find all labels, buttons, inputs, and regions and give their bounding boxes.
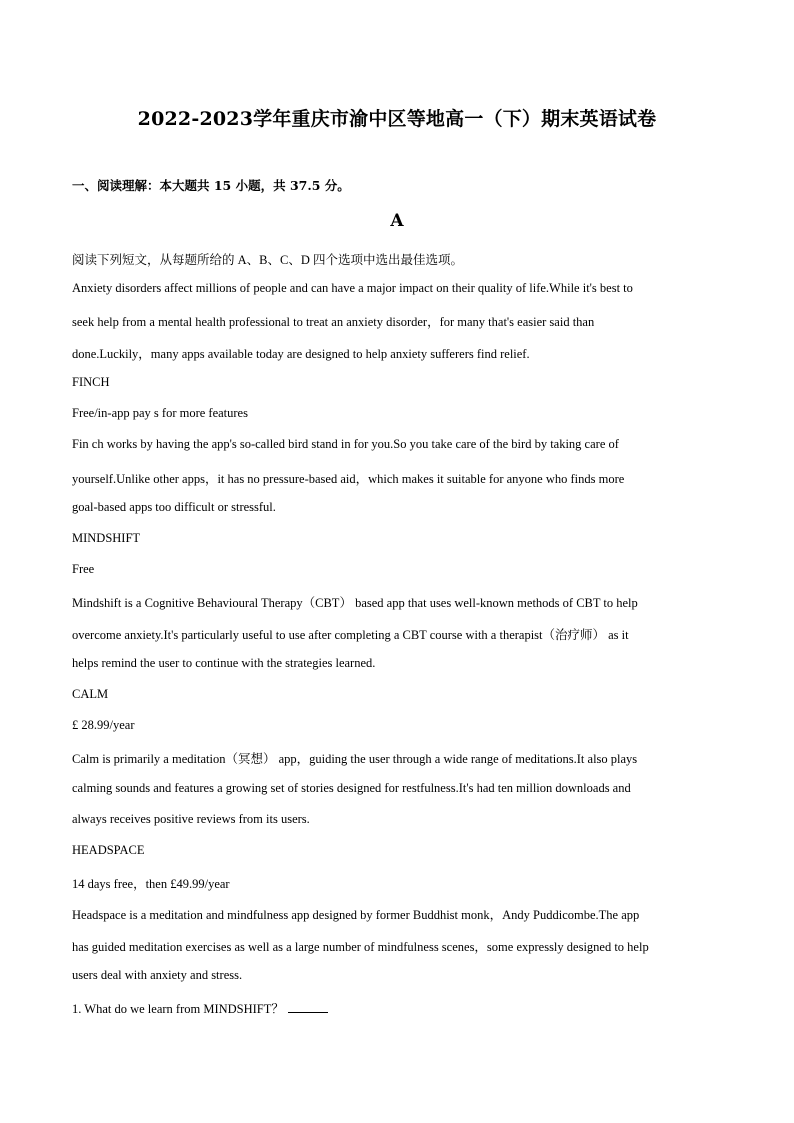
passage-line: Fin ch works by having the app's so-called bird stand in for you.So you take care of the bird by taking care of — [72, 437, 619, 451]
app-price-headspace: 14 days free，then £49.99/year — [72, 877, 230, 891]
passage-line: has guided meditation exercises as well as a large number of mindfulness scenes，some expressly designed to help — [72, 940, 649, 954]
passage-line: Headspace is a meditation and mindfulness app designed by former Buddhist monk，Andy Puddicombe.The app — [72, 908, 640, 922]
document-title: 2022-2023学年重庆市渝中区等地高一（下）期末英语试卷 — [137, 108, 657, 130]
section-header: 一、阅读理解：本大题共 15 小题，共 37.5 分。 — [72, 178, 350, 193]
passage-line: Anxiety disorders affect millions of people and can have a major impact on their quality of life.While it's best to — [72, 281, 633, 295]
app-price-mindshift: Free — [72, 562, 95, 576]
answer-blank[interactable] — [288, 1000, 328, 1013]
passage-line: helps remind the user to continue with the strategies learned. — [72, 656, 376, 670]
passage-line: calming sounds and features a growing set of stories designed for restfulness.It's had ten million downloads and — [72, 781, 631, 795]
passage-line: done.Luckily，many apps available today are designed to help anxiety sufferers find relief. — [72, 347, 530, 361]
app-price-calm: £ 28.99/year — [72, 718, 135, 732]
app-name-headspace: HEADSPACE — [72, 843, 145, 857]
passage-line: always receives positive reviews from its users. — [72, 812, 310, 826]
app-name-mindshift: MINDSHIFT — [72, 531, 141, 545]
app-price-finch: Free/in-app pay s for more features — [72, 406, 248, 420]
passage-label: A — [390, 211, 404, 231]
passage-line: yourself.Unlike other apps，it has no pressure-based aid，which makes it suitable for anyone who finds more — [72, 472, 625, 486]
passage-line: goal-based apps too difficult or stressful. — [72, 500, 276, 514]
question-1 — [72, 999, 328, 1017]
passage-line: users deal with anxiety and stress. — [72, 968, 243, 982]
question-1-text: 1. What do we learn from MINDSHIFT？ — [72, 1002, 284, 1016]
passage-line: Mindshift is a Cognitive Behavioural Therapy（CBT） based app that uses well-known methods of CBT to help — [72, 596, 638, 610]
app-name-calm: CALM — [72, 687, 109, 701]
app-name-finch: FINCH — [72, 375, 110, 389]
instructions: 阅读下列短文，从每题所给的 A、B、C、D 四个选项中选出最佳选项。 — [72, 253, 463, 267]
passage-line: Calm is primarily a meditation（冥想） app，guiding the user through a wide range of meditations.It also plays — [72, 752, 638, 766]
passage-line: seek help from a mental health professional to treat an anxiety disorder，for many that's easier said than — [72, 315, 595, 329]
passage-line: overcome anxiety.It's particularly useful to use after completing a CBT course with a therapist（治疗师） as it — [72, 628, 629, 642]
